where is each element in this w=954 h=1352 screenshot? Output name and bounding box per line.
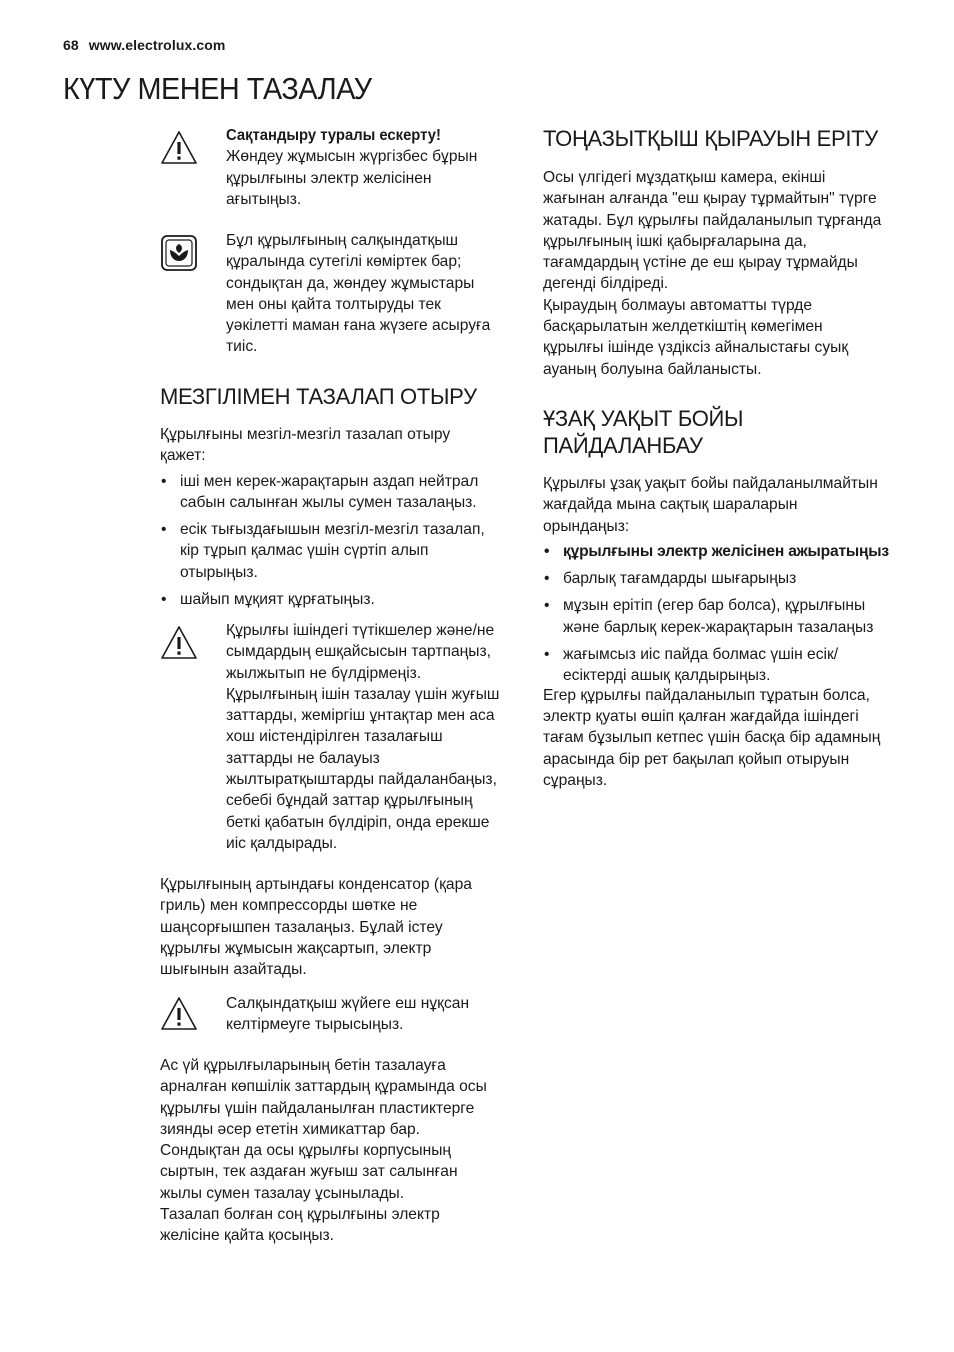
text-line: Құрылғыны мезгіл-мезгіл тазалап отыру	[160, 426, 451, 443]
text-line: жылы сумен тазалау ұсынылады.	[160, 1184, 405, 1202]
text-line: Құрылғы ішіндегі түтікшелер және/не	[226, 622, 495, 639]
text-line: тағамдардың үстіне де еш қырау тұрмайды	[543, 254, 858, 272]
list-item	[160, 471, 515, 514]
text-line: орындаңыз:	[543, 517, 630, 535]
list-item-line: • құрылғыны электр желісінен ажыратыңыз	[563, 542, 889, 560]
page-title: КҮТУ МЕНЕН ТАЗАЛАУ	[63, 71, 372, 106]
list-item-line: сабын салынған жылы сумен тазалаңыз.	[180, 493, 477, 511]
text-line: Осы үлгідегі мұздатқыш камера, екінші	[543, 169, 826, 186]
list-item-line: • жағымсыз иіс пайда болмас үшін есік/	[563, 646, 839, 664]
longterm-intro	[543, 473, 903, 537]
warning-note-2-body	[226, 620, 515, 854]
text-line: Егер құрылғы пайдаланылып тұратын болса,	[543, 686, 870, 704]
environment-note-text	[226, 230, 515, 358]
text-line: Салқындатқыш жүйеге еш нұқсан	[226, 995, 470, 1012]
closing-text	[160, 1055, 515, 1247]
closing-paragraph	[160, 1055, 515, 1247]
list-item	[543, 644, 903, 687]
list-item	[160, 519, 515, 583]
list-item	[543, 541, 903, 562]
text-line: сұраңыз.	[543, 771, 608, 789]
condenser-paragraph	[160, 874, 515, 980]
list-item	[160, 589, 515, 610]
text-line: жағынан алғанда "еш қырау тұрмайтын" түрге	[543, 190, 877, 208]
text-line: желісіне қайта қосыңыз.	[160, 1227, 335, 1245]
warning-note-3-body	[226, 993, 515, 1036]
text-line: тағам бұзылып кетпес үшін басқа бір адамның	[543, 729, 881, 747]
section-heading-periodic-cleaning: МЕЗГІЛІМЕН ТАЗАЛАП ОТЫРУ	[160, 384, 477, 409]
longterm-final-text	[543, 685, 903, 791]
warning-triangle-icon	[160, 624, 198, 662]
text-line: ауаның болуына байланысты.	[543, 360, 762, 378]
list-item	[543, 595, 903, 638]
text-line: құрылғы ішінде үздіксіз айналыстағы суық	[543, 339, 849, 357]
list-item-line: және барлық керек-жарақтарын тазалаңыз	[563, 618, 874, 636]
text-line: Құрылғы ұзақ уақыт бойы пайдаланылмайтын	[543, 475, 878, 492]
text-line: Бұл құрылғының салқындатқыш	[226, 232, 459, 249]
text-line: құрылғы үшін пайдаланылған пластиктерге	[160, 1099, 475, 1117]
longterm-list	[543, 541, 903, 687]
page-number: 68	[63, 37, 79, 53]
list-item-line: отырыңыз.	[180, 563, 258, 581]
text-line: құрылғыны электр желісінен	[226, 169, 432, 187]
text-line: ҰЗАҚ УАҚЫТ БОЙЫ	[543, 406, 744, 431]
text-line: сымдардың ешқайсысын тартпаңыз,	[226, 643, 491, 661]
environment-note-body	[226, 230, 515, 358]
environment-icon	[160, 234, 198, 272]
text-line: арасында бір рет бақылап қойып отыруын	[543, 750, 850, 768]
text-line: Құрылғының артындағы конденсатор (қара	[160, 876, 472, 893]
text-line: жағдайда мына сақтық шараларын	[543, 496, 798, 514]
text-line: арналған көпшілік заттардың құрамында осы	[160, 1078, 487, 1096]
warning-triangle-icon	[160, 995, 198, 1033]
section-heading-longterm	[543, 405, 903, 459]
warning-triangle-icon	[160, 129, 198, 167]
list-item-line: • шайып мұқият құрғатыңыз.	[180, 591, 375, 609]
periodic-cleaning-list	[160, 471, 515, 611]
text-line: Құрылғының ішін тазалау үшін жуғыш	[226, 685, 500, 703]
text-line: Тазалап болған соң құрылғыны электр	[160, 1206, 440, 1224]
warning-note-1-text	[226, 125, 515, 210]
text-line: жатады. Бұл құрылғы пайдаланылып тұрғанда	[543, 211, 882, 229]
text-line: шығынын азайтады.	[160, 961, 307, 979]
warning-note-3-text	[226, 993, 515, 1036]
list-item-line: есіктерді ашық қалдырыңыз.	[563, 667, 771, 685]
warning-note-1-body	[226, 146, 515, 210]
condenser-text	[160, 874, 515, 980]
text-line: жылжытып не бүлдірмеңіз.	[226, 664, 422, 682]
list-item-line: • мұзын ерітіп (егер бар болса), құрылғыны	[563, 597, 866, 615]
list-item-line: • есік тығыздағышын мезгіл-мезгіл тазалап,	[180, 521, 485, 539]
text-line: зиянды әсер ететін химикаттар бар.	[160, 1120, 420, 1138]
longterm-section	[543, 405, 903, 791]
text-line: құрылғы жұмысын жақсартып, электр	[160, 939, 432, 957]
text-line: шаңсорғышпен тазалаңыз. Бұлай істеу	[160, 918, 443, 936]
periodic-cleaning-section	[160, 383, 515, 616]
text-line: құралында сутегілі көміртек бар;	[226, 253, 462, 271]
warning-note-2-text	[226, 620, 515, 854]
text-line: Қыраудың болмауы автоматты түрде	[543, 296, 813, 314]
text-line: басқарылатын желдеткіштің көмегімен	[543, 318, 823, 336]
text-line: Жөндеу жұмысын жүргізбес бұрын	[226, 148, 478, 166]
text-line: мен оны қайта толтыруды тек	[226, 295, 441, 313]
list-item-line: • барлық тағамдарды шығарыңыз	[563, 570, 797, 588]
text-line: заттарды не балауыз	[226, 749, 380, 767]
site-url: www.electrolux.com	[88, 37, 226, 53]
text-line: иіс қалдырады.	[226, 834, 338, 852]
periodic-cleaning-intro	[160, 424, 515, 467]
text-line: сондықтан да, жөндеу жұмыстары	[226, 274, 475, 292]
text-line: электр қуаты өшіп қалған жағдайда ішіндегі	[543, 707, 859, 725]
text-line: Сондықтан да осы құрылғы корпусының	[160, 1142, 452, 1160]
text-line: ағытыңыз.	[226, 190, 302, 208]
text-line: Ас үй құрылғыларының бетін тазалауға	[160, 1057, 446, 1074]
text-line: қажет:	[160, 447, 206, 465]
section-heading-defrost: ТОҢАЗЫТҚЫШ ҚЫРАУЫН ЕРІТУ	[543, 126, 878, 151]
text-line: жылтыратқыштарды пайдаланбаңыз,	[226, 771, 497, 789]
text-line: себебі бұндай заттар құрылғының	[226, 792, 473, 810]
list-item-line: • іші мен керек-жарақтарын аздап нейтрал	[180, 472, 479, 490]
text-line: тиіс.	[226, 338, 258, 356]
text-line: гриль) мен компрессорды шөтке не	[160, 897, 418, 915]
list-item-line: кір тұрып қалмас үшін сүртіп алып	[180, 542, 429, 560]
text-line: сыртын, тек аздаған жуғыш зат салынған	[160, 1163, 458, 1181]
text-line: құрылғының ішкі қабырғаларына да,	[543, 232, 807, 250]
warning-heading: Сақтандыру туралы ескерту!	[226, 127, 441, 144]
text-line: заттарды, жеміргіш ұнтақтар мен аса	[226, 707, 495, 725]
text-line: келтірмеуге тырысыңыз.	[226, 1016, 404, 1034]
text-line: дегенді білдіреді.	[543, 275, 669, 293]
text-line: беткі қабатын бүлдіріп, онда ерекше	[226, 813, 490, 831]
page-header	[63, 37, 225, 53]
text-line: хош иістендірілген тазалағыш	[226, 728, 443, 746]
text-line: ПАЙДАЛАНБАУ	[543, 433, 703, 458]
defrost-section	[543, 125, 903, 380]
text-line: уәкілетті маман ғана жүзеге асыруға	[226, 317, 491, 335]
defrost-text	[543, 167, 903, 380]
list-item	[543, 568, 903, 589]
